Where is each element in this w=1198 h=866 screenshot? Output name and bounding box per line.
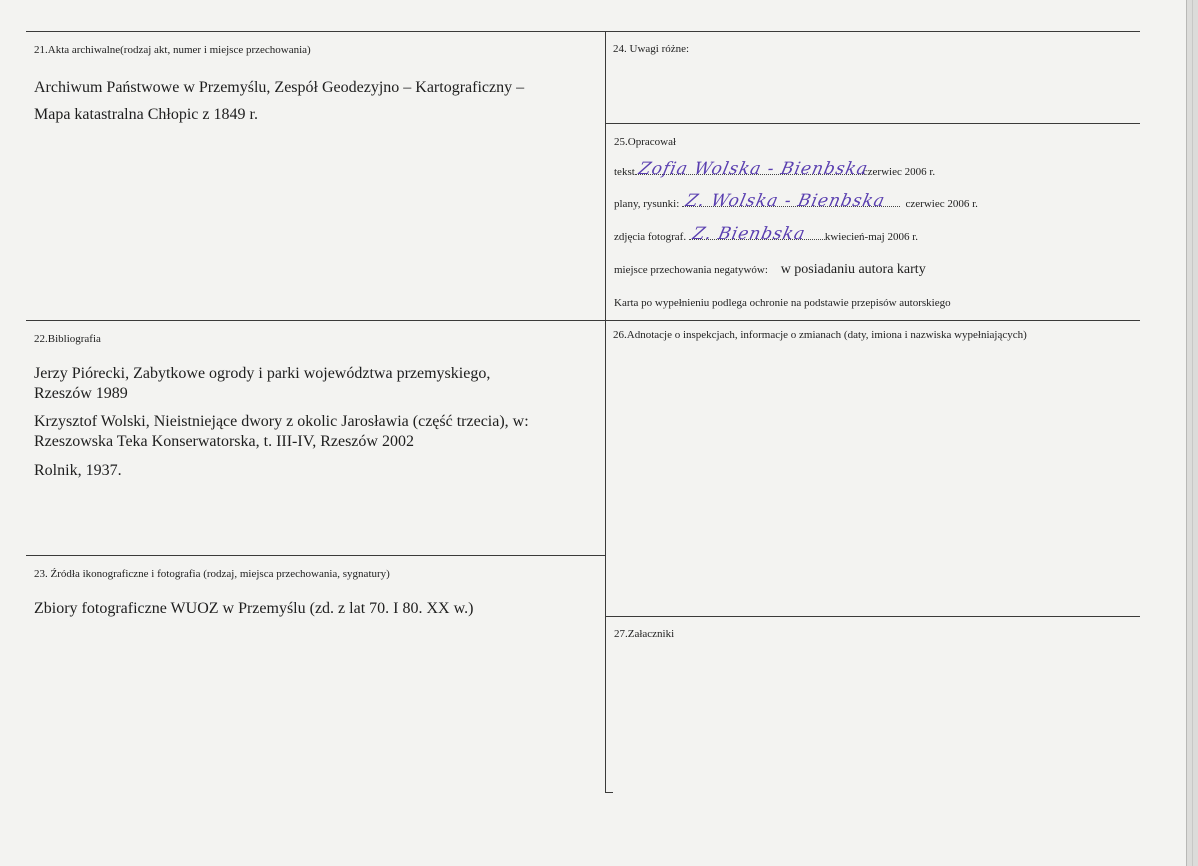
tekst-label: tekst: [614, 166, 635, 178]
zdjecia-signature: Z. Bienbska: [690, 224, 808, 244]
zdjecia-signature-box: [689, 224, 825, 244]
rule-22-23: [26, 555, 606, 556]
field-21-label: 21.Akta archiwalne(rodzaj akt, numer i miejsce przechowania): [34, 44, 311, 56]
field-25-zdjecia-row: [614, 224, 918, 244]
rule-21-22: [26, 320, 1140, 321]
field-25-negatywy-row: [614, 262, 926, 278]
field-22-line-1: Jerzy Piórecki, Zabytkowe ogrody i parki województwa przemyskiego,: [34, 365, 491, 382]
field-22-line-5: Rolnik, 1937.: [34, 462, 122, 479]
field-25-tekst-row: [614, 159, 936, 179]
field-27-label: 27.Załaczniki: [614, 628, 675, 640]
field-22-line-3: Krzysztof Wolski, Nieistniejące dwory z okolic Jarosławia (część trzecia), w:: [34, 413, 529, 430]
field-21-line-2: Mapa katastralna Chłopic z 1849 r.: [34, 106, 258, 123]
field-26-label: 26.Adnotacje o inspekcjach, informacje o zmianach (daty, imiona i nazwiska wypełniających): [613, 329, 1027, 341]
center-divider: [605, 31, 606, 793]
zdjecia-date: kwiecień-maj 2006 r.: [824, 231, 918, 243]
tekst-date: czerwiec 2006 r.: [862, 166, 936, 178]
zdjecia-label: zdjęcia fotograf.: [614, 231, 687, 243]
tekst-signature-box: [635, 159, 870, 179]
field-21-line-1: Archiwum Państwowe w Przemyślu, Zespół Geodezyjno – Kartograficzny –: [34, 79, 525, 96]
field-25-note: Karta po wypełnieniu podlega ochronie na podstawie przepisów autorskiego: [614, 297, 951, 309]
plany-date: czerwiec 2006 r.: [905, 198, 978, 210]
field-22-line-2: Rzeszów 1989: [34, 385, 128, 402]
field-24-label: 24. Uwagi różne:: [613, 43, 690, 55]
field-23-line-1: Zbiory fotograficzne WUOZ w Przemyślu (zd. z lat 70. I 80. XX w.): [34, 600, 474, 617]
negatywy-value: w posiadaniu autora karty: [780, 262, 926, 277]
field-25-label: 25.Opracował: [614, 136, 677, 148]
field-23-label: 23. Źródła ikonograficzne i fotografia (rodzaj, miejsca przechowania, sygnatury): [34, 568, 390, 580]
plany-signature: Z. Wolska - Bienbska: [683, 191, 888, 211]
negatywy-label: miejsce przechowania negatywów:: [614, 264, 768, 276]
plany-signature-box: [682, 191, 900, 211]
scan-edge: [1186, 0, 1198, 866]
tekst-signature: Zofia Wolska - Bienbska: [636, 159, 870, 179]
bottom-tick: [605, 792, 613, 793]
field-25-plany-row: [614, 191, 978, 211]
rule-24-25: [605, 123, 1140, 124]
field-22-line-4: Rzeszowska Teka Konserwatorska, t. III-IV, Rzeszów 2002: [34, 433, 414, 450]
plany-label: plany, rysunki:: [614, 198, 680, 210]
rule-26-27: [605, 616, 1140, 617]
top-rule: [26, 31, 1140, 32]
field-22-label: 22.Bibliografia: [34, 333, 101, 345]
